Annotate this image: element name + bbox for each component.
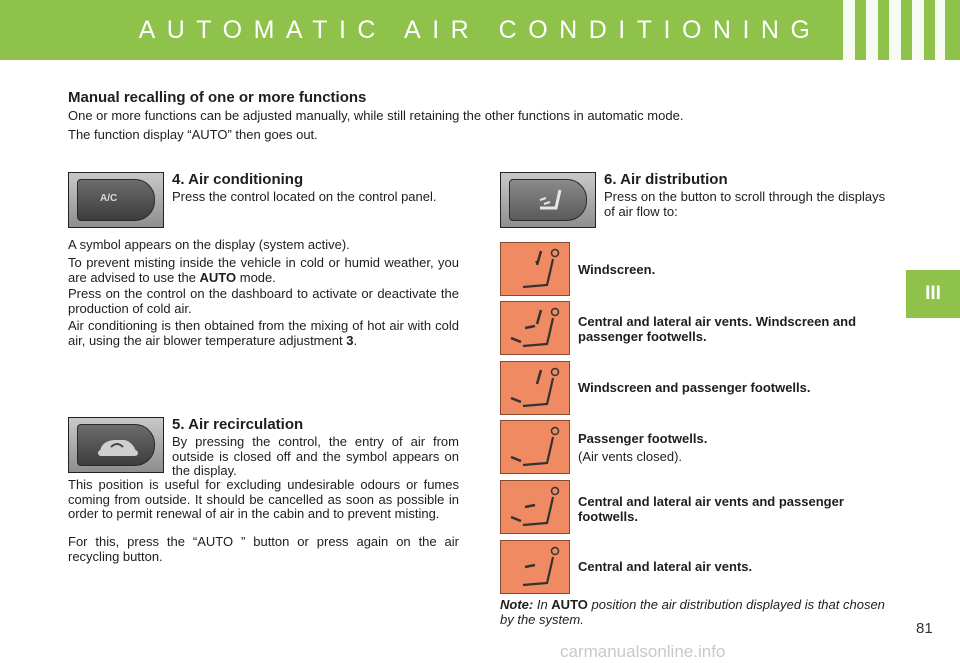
distribution-button-image	[500, 172, 596, 228]
air-conditioning-text: Press the control located on the control panel.	[172, 189, 437, 204]
vents-feet-icon	[500, 480, 570, 534]
car-recirculation-icon	[78, 425, 156, 467]
recirculation-paragraph: For this, press the “AUTO ” button or press again on the air recycling button.	[68, 534, 459, 564]
intro-line-1: One or more functions can be adjusted manually, while still retaining the other functions in automatic mode.	[68, 108, 684, 123]
distribution-mode-label: Central and lateral air vents and passenger footwells.	[578, 494, 844, 524]
seat-airflow-icon	[510, 180, 588, 222]
vents-windscreen-feet-icon	[500, 301, 570, 355]
distribution-note: Note: In AUTO position the air distribution displayed is that chosen by the system.	[500, 597, 885, 627]
distribution-mode-label: Central and lateral air vents. Windscreen and passenger footwells.	[578, 314, 857, 344]
page-header	[0, 0, 960, 60]
recirculation-paragraph: This position is useful for excluding undesirable odours or fumes coming from outside. It should be cancelled as soon as possible in order to permit renewal of air in the cabin and to prevent misting.	[68, 477, 459, 521]
ac-paragraph: Air conditioning is then obtained from the mixing of hot air with cold air, using the air blower temperature adjustment 3.	[68, 318, 459, 348]
air-conditioning-heading: 4. Air conditioning	[172, 171, 304, 188]
footwells-icon	[500, 420, 570, 474]
ac-button-image	[68, 172, 164, 228]
recirculation-heading: 5. Air recirculation	[172, 416, 304, 433]
page-number: 81	[916, 620, 933, 637]
recirculation-text: By pressing the control, the entry of air from outside is closed off and the symbol appears on the display.	[172, 434, 459, 478]
ac-paragraph: To prevent misting inside the vehicle in cold or humid weather, you are advised to use the AUTO mode.	[68, 255, 459, 285]
distribution-mode-label: Central and lateral air vents.	[578, 559, 753, 574]
chapter-tab: III	[906, 270, 960, 318]
vents-icon	[500, 540, 570, 594]
distribution-mode-label: Windscreen.	[578, 262, 656, 277]
watermark: carmanualsonline.info	[560, 642, 726, 661]
distribution-mode-label: Passenger footwells.	[578, 431, 708, 446]
distribution-text: Press on the button to scroll through the displays of air flow to:	[604, 189, 886, 219]
distribution-mode-label: Windscreen and passenger footwells.	[578, 380, 811, 395]
recirculation-button-image	[68, 417, 164, 473]
ac-button-label: A/C	[100, 193, 118, 204]
distribution-heading: 6. Air distribution	[604, 171, 728, 188]
page-title: AUTOMATIC AIR CONDITIONING	[138, 16, 822, 44]
windscreen-icon	[500, 242, 570, 296]
windscreen-feet-icon	[500, 361, 570, 415]
ac-paragraph: A symbol appears on the display (system active).	[68, 237, 350, 252]
section-heading: Manual recalling of one or more functions	[68, 89, 367, 106]
ac-paragraph: Press on the control on the dashboard to activate or deactivate the production of cold air.	[68, 286, 459, 316]
intro-line-2: The function display “AUTO” then goes out.	[68, 127, 318, 142]
distribution-mode-sublabel: (Air vents closed).	[578, 449, 683, 464]
